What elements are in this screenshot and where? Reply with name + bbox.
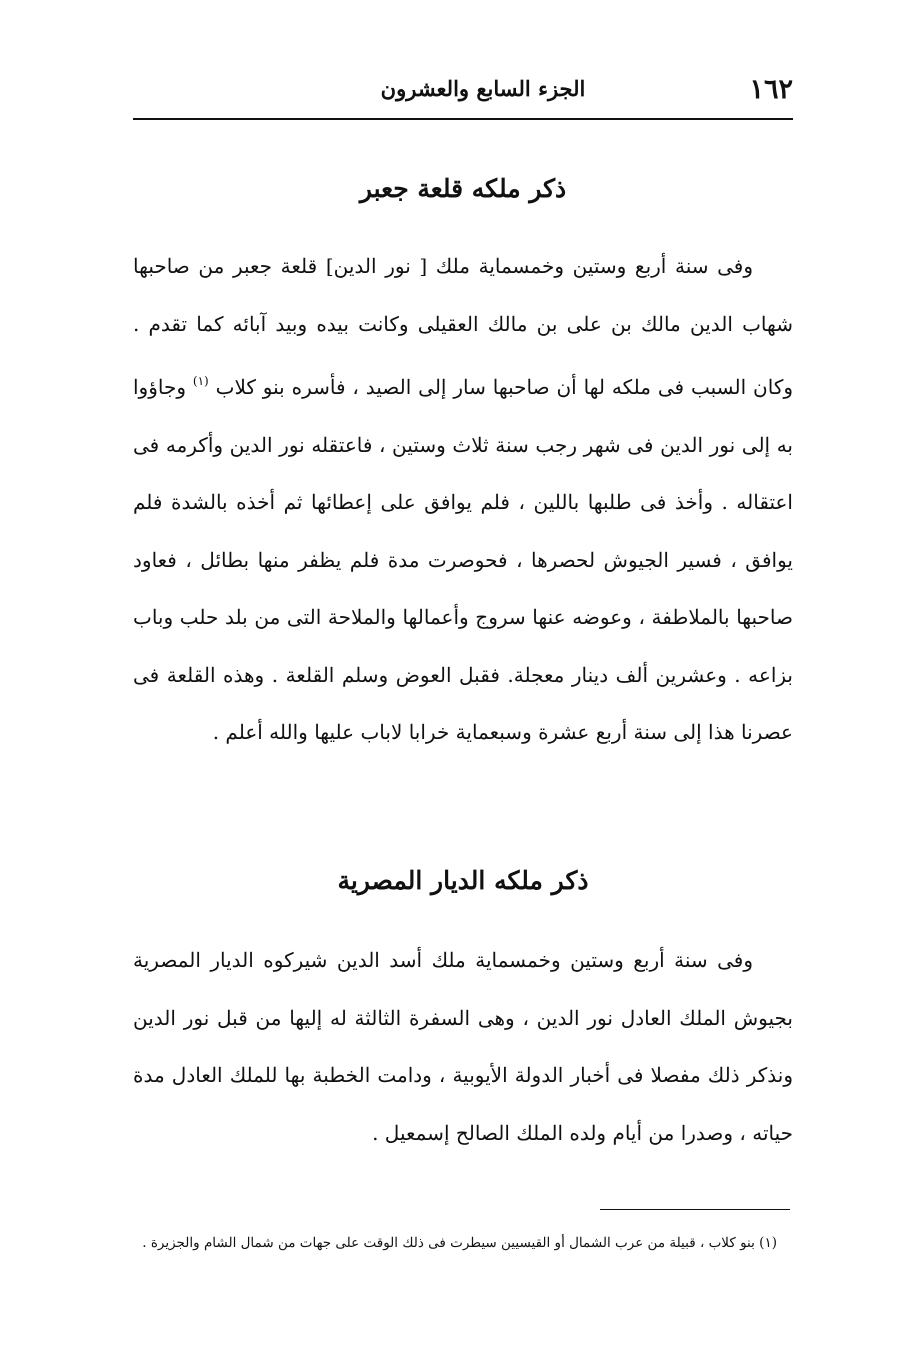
footnote-text: (١) بنو كلاب ، قبيلة من عرب الشمال أو القيسيين سيطرت فى ذلك الوقت على جهات من شمال الشام والجزيرة . [142,1235,777,1251]
section-title-qalat-jabar: ذكر ملكه قلعة جعبر [359,174,567,203]
section-body-qalat-jabar [133,238,793,762]
paragraph: وفى سنة أربع وستين وخمسماية ملك أسد الدين شيركوه الديار المصرية بجيوش الملك العادل نور الدين ، وهى السفرة الثالثة له إليها من قبل نور الدين ونذكر ذلك مفصلا فى أخبار الدولة الأيوبية ، ودامت الخطبة بها للملك العادل مدة حياته ، وصدرا من أيام ولده الملك الصالح إسمعيل . [133,948,793,1145]
footnote-separator [600,1209,790,1210]
page-header [133,70,793,120]
paragraph [133,238,793,762]
section-body-egypt [133,932,793,1162]
footnote [133,1228,793,1258]
paragraph-text: وفى سنة أربع وستين وخمسماية ملك [ نور الدين] قلعة جعبر من صاحبها شهاب الدين مالك بن على بن مالك العقيلى وكانت بيده وبيد آبائه كما تقدم . وكان السبب فى ملكه لها أن صاحبها سار إلى الصيد ، فأسره بنو كلاب [133,254,794,399]
running-title: الجزء السابع والعشرون [380,76,586,101]
footnote-reference: (١) [192,374,209,388]
page-number: ١٦٢ [749,74,793,105]
paragraph-text: وجاؤوا به إلى نور الدين فى شهر رجب سنة ثلاث وستين ، فاعتقله نور الدين وأكرمه فى اعتقاله . وأخذ فى طلبها باللين ، فلم يوافق على إعطائها ثم أخذه بالشدة فلم يوافق ، فسير الجيوش لحصرها ، فحوصرت مدة فلم يظفر منها بطائل ، فعاود صاحبها بالملاطفة ، وعوضه عنها سروج وأعمالها والملاحة التى من بلد حلب وباب بزاعه . وعشرين ألف دينار معجلة. فقبل العوض وسلم القلعة . وهذه القلعة فى عصرنا هذا إلى سنة أربع عشرة وسبعماية خرابا لاباب عليها والله أعلم . [133,375,793,744]
section-title-egypt: ذكر ملكه الديار المصرية [337,866,589,895]
